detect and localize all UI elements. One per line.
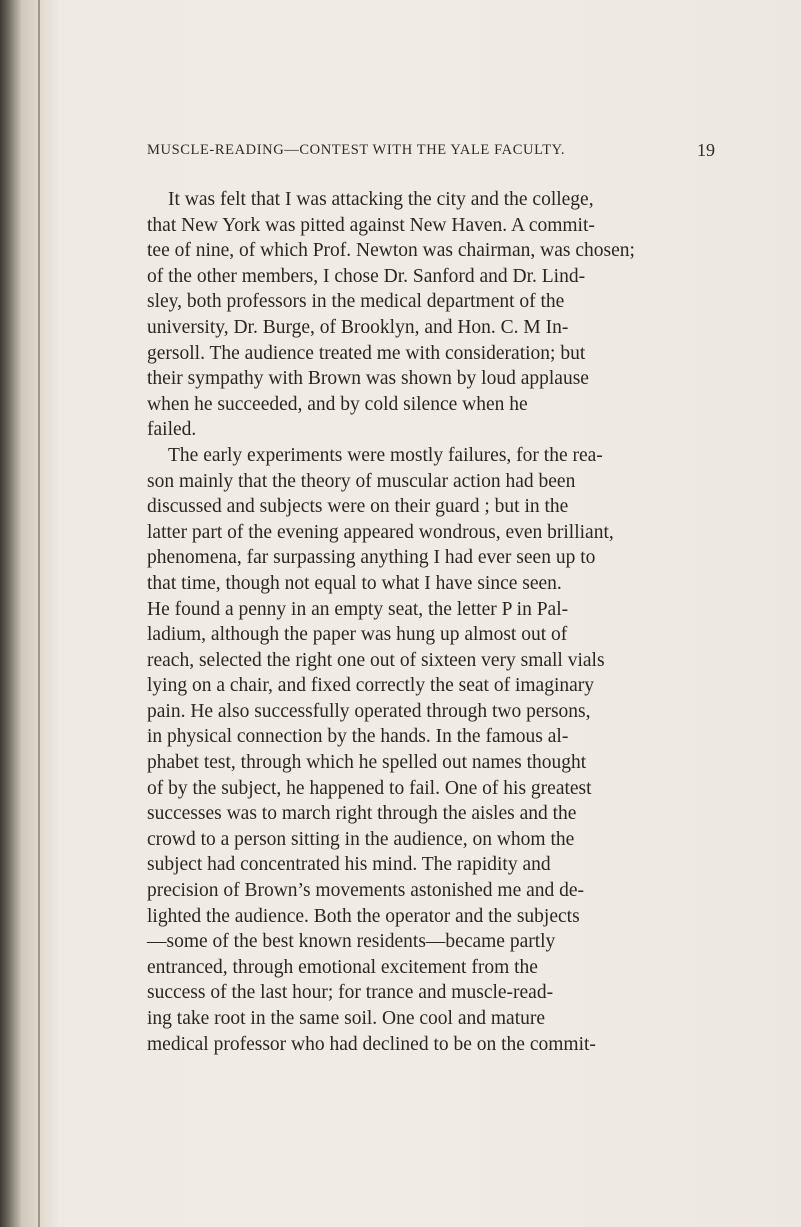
text-line: gersoll. The audience treated me with consideration; but	[147, 342, 586, 364]
text-line: their sympathy with Brown was shown by loud applause	[147, 368, 589, 390]
text-line: entranced, through emotional excitement from the	[147, 956, 538, 978]
text-line: lying on a chair, and fixed correctly the seat of imaginary	[147, 675, 595, 697]
text-line: tee of nine, of which Prof. Newton was chairman, was chosen;	[147, 240, 635, 262]
text-line: reach, selected the right one out of sixteen very small vials	[147, 649, 605, 671]
text-line: precision of Brown’s movements astonished me and de-	[147, 880, 585, 902]
text-line: The early experiments were mostly failures, for the rea-	[168, 444, 603, 466]
text-line: university, Dr. Burge, of Brooklyn, and Hon. C. M In-	[147, 316, 569, 338]
text-line: sley, both professors in the medical department of the	[147, 291, 565, 313]
text-line: successes was to march right through the aisles and the	[147, 803, 577, 825]
text-line: —some of the best known residents—became partly	[147, 931, 556, 953]
page-gutter-shadow	[0, 0, 60, 1227]
text-line: phenomena, far surpassing anything I had ever seen up to	[147, 547, 596, 569]
text-line: He found a penny in an empty seat, the letter P in Pal-	[147, 598, 569, 620]
text-line: latter part of the evening appeared wondrous, even brilliant,	[147, 521, 614, 543]
body-text	[147, 187, 787, 1057]
text-line: phabet test, through which he spelled out names thought	[147, 752, 587, 774]
text-line: lighted the audience. Both the operator and the subjects	[147, 905, 580, 927]
text-line: subject had concentrated his mind. The rapidity and	[147, 854, 551, 876]
text-line: It was felt that I was attacking the city and the college,	[168, 189, 594, 210]
text-line: in physical connection by the hands. In the famous al-	[147, 726, 569, 748]
text-line: failed.	[147, 419, 197, 441]
binding-edge	[38, 0, 40, 1227]
text-line: of by the subject, he happened to fail. One of his greatest	[147, 777, 592, 799]
text-line: son mainly that the theory of muscular action had been	[147, 470, 576, 492]
text-line: that New York was pitted against New Haven. A commit-	[147, 214, 595, 236]
text-line: of the other members, I chose Dr. Sanford and Dr. Lind-	[147, 265, 586, 287]
text-line: pain. He also successfully operated through two persons,	[147, 700, 591, 722]
text-line: that time, though not equal to what I have since seen.	[147, 572, 562, 594]
text-line: ladium, although the paper was hung up almost out of	[147, 624, 568, 646]
text-line: crowd to a person sitting in the audience, on whom the	[147, 828, 575, 850]
text-line: success of the last hour; for trance and muscle-read-	[147, 982, 554, 1004]
text-line: when he succeeded, and by cold silence when he	[147, 393, 528, 415]
text-line: ing take root in the same soil. One cool and mature	[147, 1008, 546, 1029]
page-number: 19	[697, 140, 715, 160]
running-header: MUSCLE-READING—CONTEST WITH THE YALE FACULTY.	[147, 142, 566, 158]
text-line: discussed and subjects were on their guard ; but in the	[147, 496, 569, 518]
text-line: medical professor who had declined to be on the commit-	[147, 1033, 596, 1055]
